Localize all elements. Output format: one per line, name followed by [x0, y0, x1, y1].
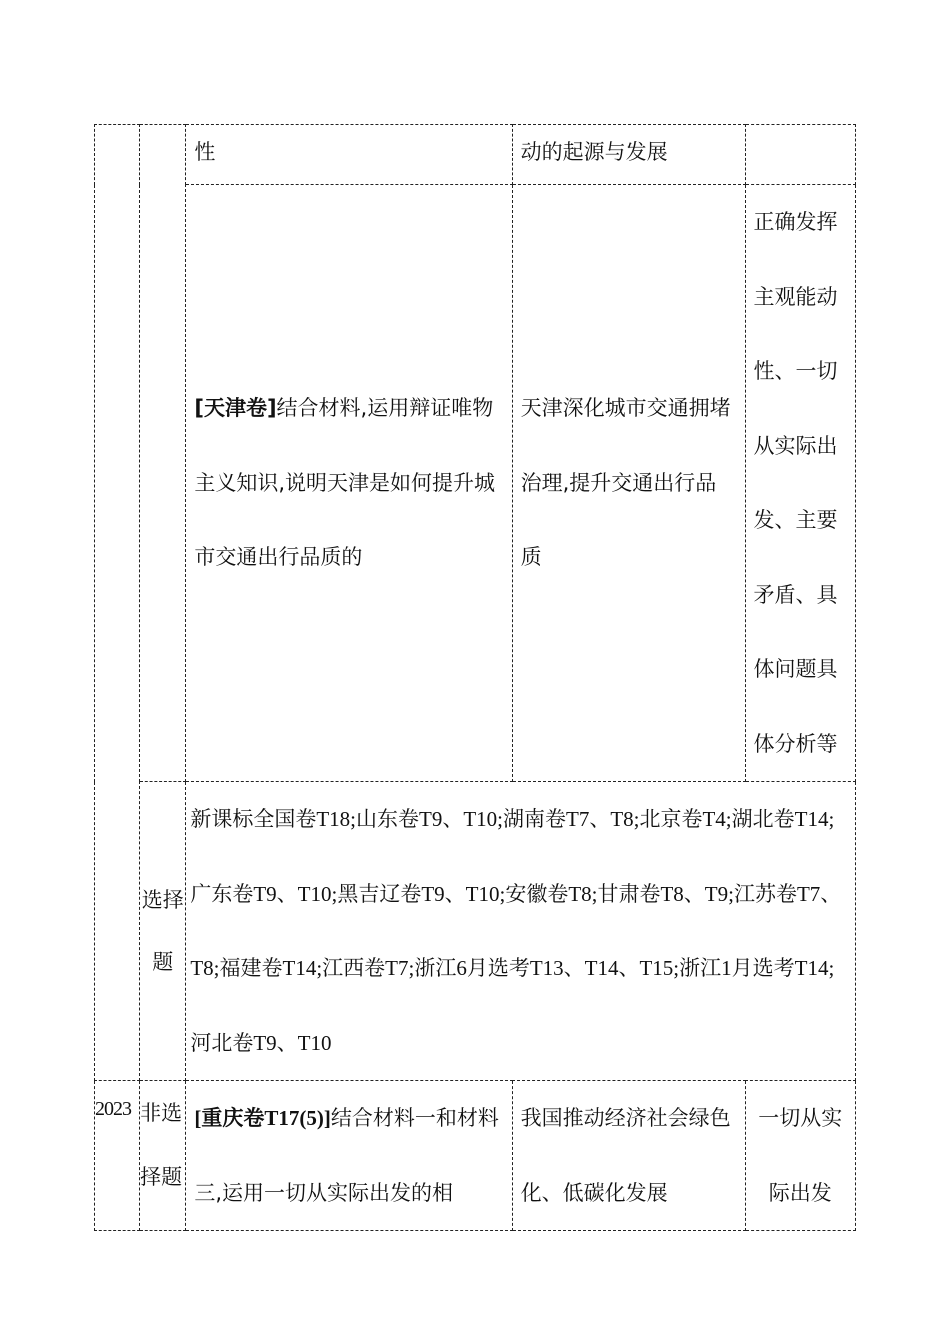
question-type-cell: 选择题: [140, 782, 186, 1081]
question-source-tag: [重庆卷T17(5)]: [194, 1106, 331, 1130]
question-cell: [186, 185, 512, 782]
year-cell: 2023: [95, 1081, 140, 1231]
choice-question-list: 新课标全国卷T18;山东卷T9、T10;湖南卷T7、T8;北京卷T4;湖北卷T14;广东卷T9、T10;黑吉辽卷T9、T10;安徽卷T8;甘肃卷T8、T9;江苏卷T7、T8;福建卷T14;江西卷T7;浙江6月选考T13、T14、T15;浙江1月选考T14;河北卷T9、T10: [186, 782, 856, 1081]
question-cell: 性: [186, 125, 512, 185]
table-row: [95, 782, 856, 1081]
question-text: 结合材料一和材料三,运用一切从实际出发的相: [194, 1106, 499, 1205]
question-source-tag: [天津卷]: [194, 396, 277, 421]
exam-analysis-table: [94, 124, 856, 1231]
question-type-cell: 非选择题: [140, 1081, 186, 1231]
table-row: [95, 1081, 856, 1231]
table-row: [95, 185, 856, 782]
question-cell: [186, 1081, 512, 1231]
table-row: [95, 125, 856, 185]
year-cell: [95, 125, 140, 1081]
knowledge-point-cell: 正确发挥主观能动性、一切从实际出发、主要矛盾、具体问题具体分析等: [745, 185, 855, 782]
context-cell: 我国推动经济社会绿色化、低碳化发展: [512, 1081, 745, 1231]
knowledge-point-cell: 一切从实际出发: [745, 1081, 855, 1231]
question-text: 结合材料,运用辩证唯物主义知识,说明天津是如何提升城市交通出行品质的: [194, 396, 496, 570]
point-cell: [745, 125, 855, 185]
type-cell: [140, 125, 186, 782]
context-cell: 天津深化城市交通拥堵治理,提升交通出行品质: [512, 185, 745, 782]
context-cell: 动的起源与发展: [512, 125, 745, 185]
